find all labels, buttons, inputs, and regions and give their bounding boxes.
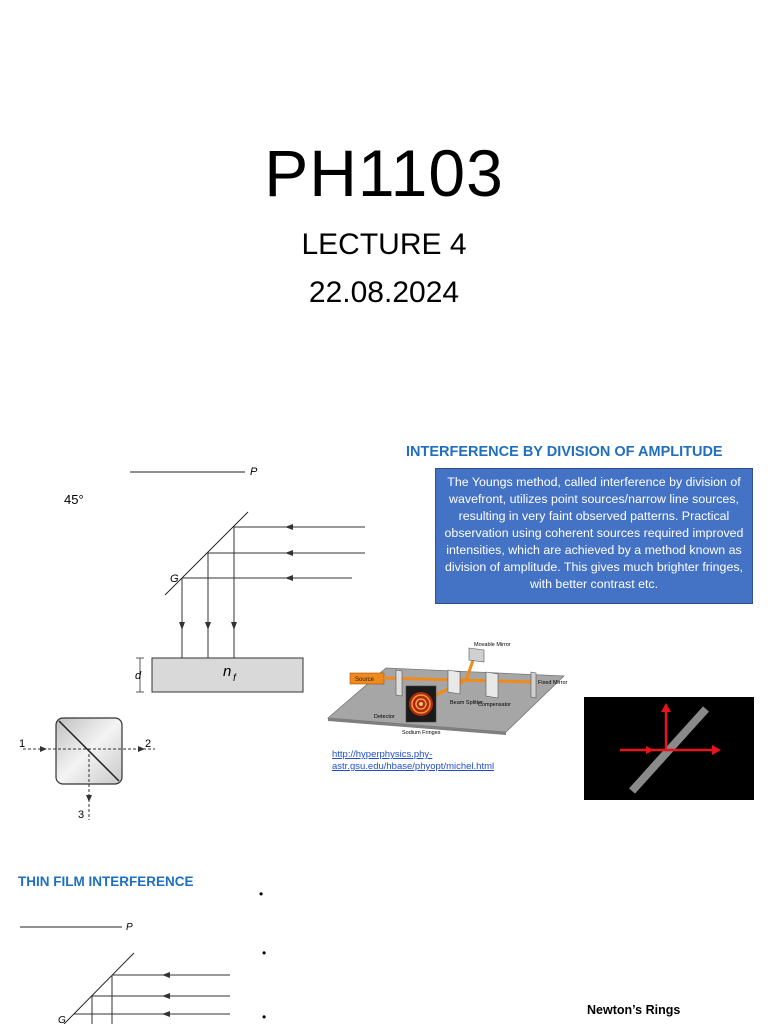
cube-label-3: 3 xyxy=(78,809,85,821)
bullet-point: • xyxy=(262,1010,267,1024)
michelson-label-detector: Detector xyxy=(374,714,395,720)
label-p: P xyxy=(126,922,133,933)
cube-label-1: 1 xyxy=(19,738,26,750)
bullet-point: • xyxy=(259,887,264,901)
label-p: P xyxy=(250,466,258,478)
section-heading-division-of-amplitude: INTERFERENCE BY DIVISION OF AMPLITUDE xyxy=(406,444,723,460)
lecture-number: LECTURE 4 xyxy=(301,228,467,261)
label-d: d xyxy=(135,670,142,682)
michelson-label-compensator: Compensator xyxy=(478,702,512,708)
angle-label: 45° xyxy=(64,492,84,507)
cube-label-2: 2 xyxy=(145,738,152,750)
lecture-date: 22.08.2024 xyxy=(308,276,460,309)
thin-film-diagram xyxy=(14,915,234,1024)
course-title: PH1103 xyxy=(264,136,504,210)
michelson-label-source: Source xyxy=(355,677,375,683)
label-g: G xyxy=(170,573,179,585)
beam-splitter-animation xyxy=(584,697,754,800)
beam-splitter-cube-diagram xyxy=(15,712,165,824)
label-g: G xyxy=(58,1015,66,1024)
bullet-point: • xyxy=(262,946,267,960)
michelson-label-sodium-fringes: Sodium Fringes xyxy=(402,730,441,736)
newtons-rings-label: Newton’s Rings xyxy=(587,1003,681,1017)
michelson-interferometer-illustration xyxy=(326,640,568,746)
michelson-label-movable-mirror: Movable Mirror xyxy=(474,642,511,648)
michelson-label-fixed-mirror: Fixed Mirror xyxy=(538,680,568,686)
label-n-subscript: f xyxy=(233,673,236,684)
label-n: n xyxy=(223,663,232,680)
michelson-label-beam-splitter: Beam Splitter xyxy=(450,700,484,706)
hyperphysics-link[interactable]: http://hyperphysics.phy-astr.gsu.edu/hbase/phyopt/michel.html xyxy=(332,749,495,772)
description-box: The Youngs method, called interference by division of wavefront, utilizes point sources/narrow line sources, resulting in very faint observed patterns. Practical observation using coherent sources required improved intensities, which are achieved by a method known as division of amplitude. This gives much brighter fringes, with better contrast etc. xyxy=(435,468,753,604)
section-heading-thin-film: THIN FILM INTERFERENCE xyxy=(18,874,194,889)
